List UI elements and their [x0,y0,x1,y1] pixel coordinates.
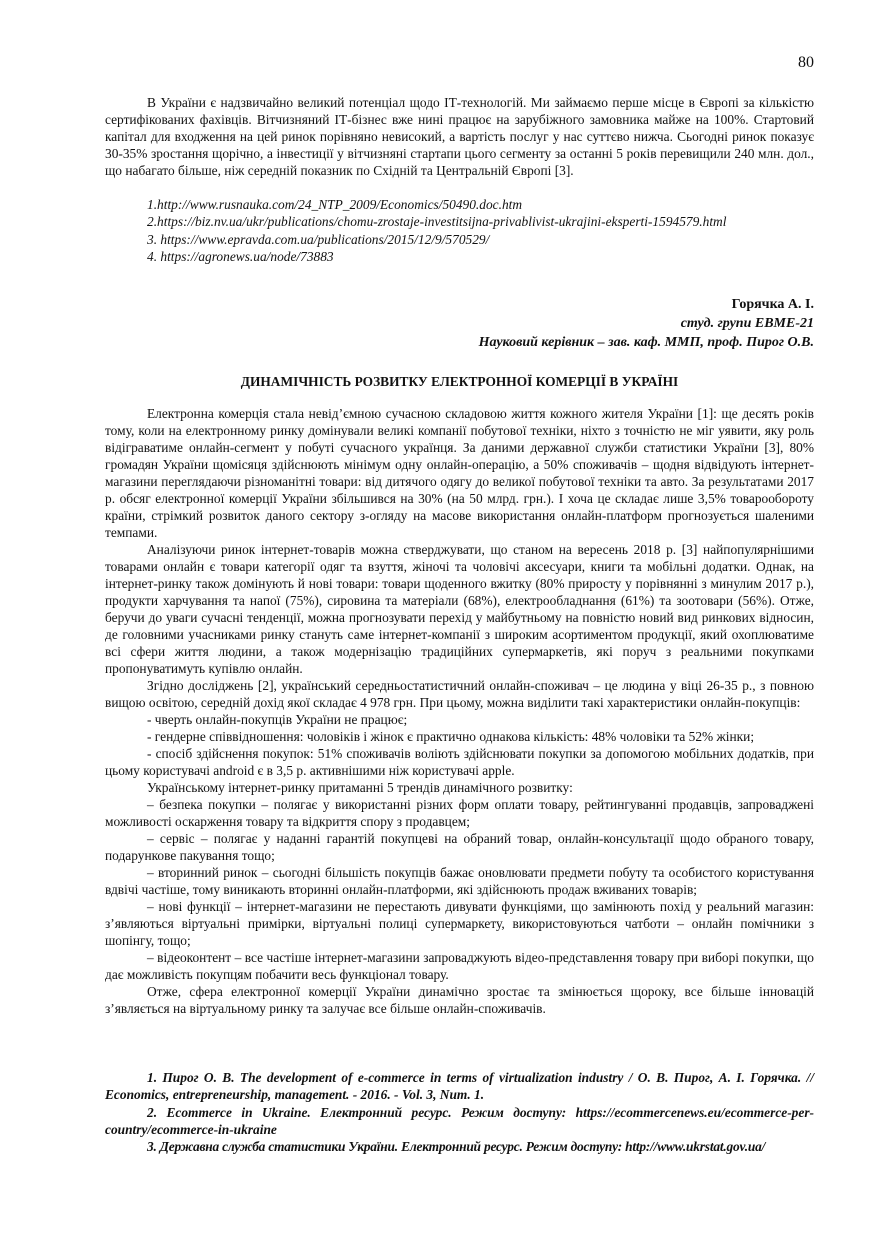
reference-item: 3. https://www.epravda.com.ua/publications/2015/12/9/570529/ [147,231,490,247]
article-body [105,405,814,1017]
author-block [479,295,814,352]
reference-item: 1. Пирог О. В. The development of e-commerce in terms of virtualization industry / О. В. Пирог, А. І. Горячка. // Economics, entrepreneurship, management. - 2016. - Vol. 3, Num. 1. [105,1070,814,1103]
reference-item: 2. Ecommerce in Ukraine. Електронний ресурс. Режим доступу: https://ecommercenews.eu/ecommerce-per-country/ecommerce-in-ukraine [105,1104,814,1137]
list-item: – нові функції – інтернет-магазини не перестають дивувати функціями, що замінюють похід у реальний магазин: з’являються віртуальні примірки, віртуальні полиці супермаркету, використовуються чатботи – онлайн помічники з шопінгу, тощо; [105,899,814,948]
list-item: - чверть онлайн-покупців України не працює; [147,712,408,727]
body-paragraph: Аналізуючи ринок інтернет-товарів можна стверджувати, що станом на вересень 2018 р. [3] найпопулярнішими товарами онлайн є товари категорії одяг та взуття, жіночі та чоловічі аксесуари, книги та мобільні додатки. Однак, на інтернет-ринку також домінують й нові товари: товари щоденного вжитку (80% приросту у порівнянні з минулим 2017 р.), продукти харчування та напої (75%), сировина та матеріали (68%), електрообладнання (61%) та зоотовари (56%). Отже, беручи до уваги сучасні тенденції, можна прогнозувати перехід у майбутньому на повністю новий вид ринкових відносин, де головними учасниками ринку стануть саме інтернет-компанії з широким асортиментом продукції, який охоплюватиме всі сфери життя людини, а також модернізацію традиційних супермаркетів, які поруч з реальними покупками пропонуватимуть купівлю онлайн. [105,542,814,676]
page-number: 80 [798,54,814,71]
reference-item: 4. https://agronews.ua/node/73883 [147,248,334,264]
body-paragraph: Електронна комерція стала невід’ємною сучасною складовою життя кожного жителя України [1]: ще десять років тому, коли на електронному ринку домінували великі компанії побутової техніки, ніхто з точністю не міг уявити, яку роль відіграватиме онлайн-сегмент у побуті сучасного українця. За даними державної служби статистики України [3], 80% громадян України щомісяця здійснюють мінімум одну онлайн-операцію, а 50% споживачів – щодня відвідують інтернет-магазини переглядаючи різноманітні товари: від дитячого одягу до великої побутової техніки та авто. За результатами 2017 р. обсяг електронної комерції України збільшився на 30% (на 50 млрд. грн.). І хоча це складає лише 3,5% товарообороту країни, стрімкий розвиток даного сектору з-огляду на масове використання онлайн-платформ прогнозується шаленими темпами. [105,406,814,540]
article-title: ДИНАМІЧНІСТЬ РОЗВИТКУ ЕЛЕКТРОННОЇ КОМЕРЦІЇ В УКРАЇНІ [240,374,679,389]
body-paragraph: Згідно досліджень [2], український середньостатистичний онлайн-споживач – це людина у віці 26-35 р., з повною вищою освітою, середній дохід якої складає 4 978 грн. При цьому, можна виділити такі характеристики онлайн-покупців: [105,678,814,710]
body-paragraph: Українському інтернет-ринку притаманні 5 трендів динамічного розвитку: [147,780,573,795]
list-item: - гендерне співвідношення: чоловіків і жінок є практично однакова кількість: 48% чоловіки та 52% жінки; [147,729,755,744]
list-item: – вторинний ринок – сьогодні більшість покупців бажає оновлювати предмети побуту та особистого користування вдвічі частіше, тому виникають вторинні онлайн-платформи, які здійснюють продаж вживаних товарів; [105,865,814,897]
list-item: – відеоконтент – все частіше інтернет-магазини запроваджують відео-представлення товару при виборі покупки, що дає можливість покупцям побачити весь функціонал товару. [105,950,814,982]
supervisor: Науковий керівник – зав. каф. ММП, проф. Пирог О.В. [478,335,814,350]
list-item: – сервіс – полягає у наданні гарантій покупцеві на обраний товар, онлайн-консультації щодо обраного товару, подарункове пакування тощо; [105,831,814,863]
reference-item: 3. Державна служба статистики України. Електронний ресурс. Режим доступу: http://www.ukrstat.gov.ua/ [147,1139,766,1155]
list-item: - спосіб здійснення покупок: 51% споживачів воліють здійснювати покупки за допомогою мобільних додатків, при цьому користувачі android є в 3,5 р. активнішими ніж користувачі apple. [105,746,814,778]
reference-item: 1.http://www.rusnauka.com/24_NTP_2009/Economics/50490.doc.htm [147,197,523,212]
author-group: студ. групи ЕВМЕ-21 [680,316,814,331]
intro-paragraph: В України є надзвичайно великий потенціал щодо ІТ-технологій. Ми займаємо перше місце в Європі за кількістю сертифікованих фахівців. Вітчизняний ІТ-бізнес вже нині працює на зарубіжного замовника майже на 100%. Стартовий капітал для входження на цей ринок порівняно невисокий, а вартість послуг у нас суттєво нижча. Сьогодні ринок показує 30-35% зростання щорічно, а інвестиції у вітчизняні стартапи цього сегменту за останні 5 років перевищили 240 млн. дол., що набагато більше, ніж середній показник по Східній та Центральній Європі [3]. [105,95,814,178]
intro-section [105,94,814,179]
reference-item: 2.https://biz.nv.ua/ukr/publications/chomu-zrostaje-investitsijna-privablivist-ukrajini-eksperti-1594579.html [147,214,727,230]
list-item: – безпека покупки – полягає у використанні різних форм оплати товару, рейтингуванні продавців, запроваджені можливості оскарження товару та відкриття спору з продавцем; [105,797,814,829]
reference-list-1 [147,196,726,265]
reference-list-2 [105,1069,814,1155]
author-name: Горячка А. І. [731,297,814,312]
body-paragraph: Отже, сфера електронної комерції України динамічно зростає та змінюється щороку, все більше інновацій з’являється на віртуальному ринку та залучає все більше онлайн-споживачів. [105,984,814,1016]
